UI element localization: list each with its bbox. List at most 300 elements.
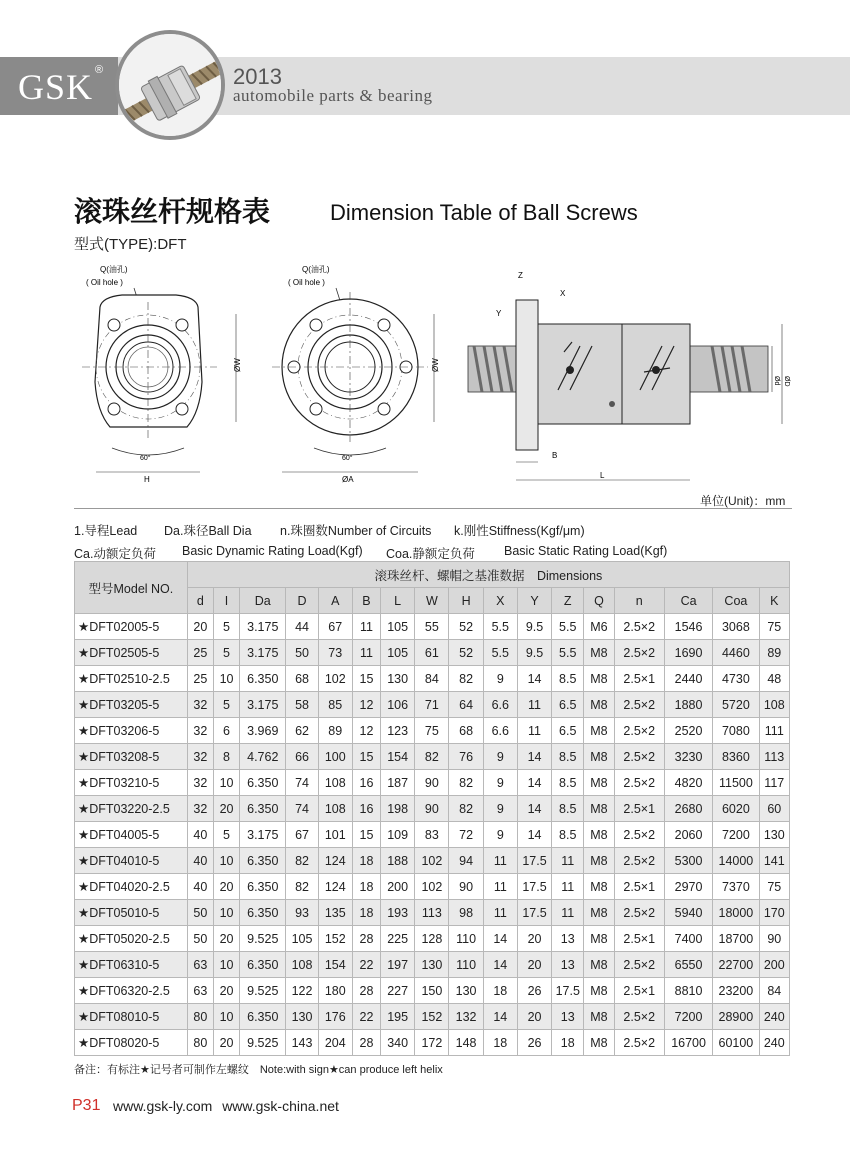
- table-cell: 5: [213, 614, 239, 640]
- table-cell: 89: [759, 640, 789, 666]
- table-cell: 5300: [664, 848, 712, 874]
- table-cell: 148: [449, 1030, 483, 1056]
- column-header: n: [614, 588, 664, 614]
- table-cell: 14: [517, 666, 551, 692]
- table-cell: 12: [352, 692, 380, 718]
- table-cell: 72: [449, 822, 483, 848]
- table-cell: 13: [552, 952, 584, 978]
- model-cell: ★DFT04010-5: [75, 848, 188, 874]
- table-cell: 197: [381, 952, 415, 978]
- table-cell: 6.350: [240, 874, 286, 900]
- table-cell: 172: [415, 1030, 449, 1056]
- drawing-canvas: [72, 262, 792, 492]
- table-cell: 154: [381, 744, 415, 770]
- table-cell: 11: [552, 874, 584, 900]
- brand-logo: GSK: [18, 67, 94, 107]
- table-row: [75, 614, 790, 640]
- table-cell: 28900: [713, 1004, 759, 1030]
- model-cell: ★DFT04005-5: [75, 822, 188, 848]
- table-cell: 28: [352, 1030, 380, 1056]
- dim-a-label: ØA: [342, 475, 354, 484]
- column-header: K: [759, 588, 789, 614]
- oil-hole-en-2: ( Oil hole ): [288, 278, 325, 287]
- table-cell: 130: [286, 1004, 318, 1030]
- table-cell: 200: [759, 952, 789, 978]
- page-title-en: Dimension Table of Ball Screws: [330, 200, 638, 225]
- table-cell: 2.5×1: [614, 926, 664, 952]
- table-cell: 130: [381, 666, 415, 692]
- table-cell: 11: [352, 640, 380, 666]
- table-cell: 3.175: [240, 640, 286, 666]
- table-cell: 63: [187, 978, 213, 1004]
- dim-h-label: H: [144, 475, 150, 484]
- table-cell: 40: [187, 874, 213, 900]
- table-cell: M8: [584, 692, 614, 718]
- table-cell: 84: [759, 978, 789, 1004]
- table-cell: 10: [213, 952, 239, 978]
- column-header: L: [381, 588, 415, 614]
- table-cell: 22: [352, 1004, 380, 1030]
- table-cell: 82: [286, 874, 318, 900]
- catalog-year: 2013: [233, 64, 282, 89]
- front-view-2: [272, 264, 440, 484]
- table-cell: 2.5×2: [614, 692, 664, 718]
- table-cell: 16: [352, 796, 380, 822]
- legend-stiffness: k.刚性Stiffness(Kgf/μm): [454, 524, 585, 538]
- table-cell: M8: [584, 666, 614, 692]
- table-cell: 204: [318, 1030, 352, 1056]
- table-cell: 108: [318, 796, 352, 822]
- table-cell: 108: [318, 770, 352, 796]
- table-cell: 14: [483, 926, 517, 952]
- oil-hole-label-1: Q(油孔): [100, 265, 128, 274]
- table-cell: 10: [213, 666, 239, 692]
- table-cell: 7080: [713, 718, 759, 744]
- table-cell: 94: [449, 848, 483, 874]
- oil-hole-label-2: Q(油孔): [302, 265, 330, 274]
- legend-row-1: [74, 521, 792, 537]
- table-cell: 18: [352, 900, 380, 926]
- model-cell: ★DFT08010-5: [75, 1004, 188, 1030]
- table-cell: 17.5: [517, 848, 551, 874]
- table-cell: 18: [352, 848, 380, 874]
- table-cell: 5: [213, 640, 239, 666]
- table-cell: 90: [759, 926, 789, 952]
- table-cell: 82: [449, 796, 483, 822]
- table-cell: 180: [318, 978, 352, 1004]
- angle-label-1: 60°: [140, 455, 151, 462]
- angle-label-2: 60°: [342, 455, 353, 462]
- model-cell: ★DFT02005-5: [75, 614, 188, 640]
- dim-l-label: L: [600, 471, 605, 480]
- table-cell: 2.5×1: [614, 666, 664, 692]
- table-cell: 225: [381, 926, 415, 952]
- table-cell: 2.5×2: [614, 770, 664, 796]
- table-cell: 124: [318, 848, 352, 874]
- page-title-cn: 滚珠丝杆规格表: [74, 195, 271, 228]
- table-cell: 82: [286, 848, 318, 874]
- table-row: [75, 978, 790, 1004]
- table-cell: 61: [415, 640, 449, 666]
- table-cell: 32: [187, 692, 213, 718]
- table-cell: M8: [584, 874, 614, 900]
- table-cell: 14: [517, 770, 551, 796]
- table-cell: 13: [552, 1004, 584, 1030]
- table-cell: 113: [759, 744, 789, 770]
- table-cell: M8: [584, 1004, 614, 1030]
- table-cell: 8.5: [552, 770, 584, 796]
- table-cell: 15: [352, 822, 380, 848]
- table-cell: 18: [352, 874, 380, 900]
- table-cell: 9: [483, 822, 517, 848]
- table-cell: 76: [449, 744, 483, 770]
- oil-hole-en-1: ( Oil hole ): [86, 278, 123, 287]
- table-cell: 3068: [713, 614, 759, 640]
- dimension-table: [74, 561, 790, 1056]
- table-cell: 130: [759, 822, 789, 848]
- table-cell: 6.350: [240, 848, 286, 874]
- table-cell: 101: [318, 822, 352, 848]
- table-cell: 60100: [713, 1030, 759, 1056]
- side-view: [468, 271, 790, 480]
- table-cell: 3.175: [240, 822, 286, 848]
- table-cell: 143: [286, 1030, 318, 1056]
- table-cell: 22700: [713, 952, 759, 978]
- table-cell: 3.175: [240, 692, 286, 718]
- table-cell: 10: [213, 1004, 239, 1030]
- table-cell: 6: [213, 718, 239, 744]
- table-cell: 2.5×2: [614, 614, 664, 640]
- table-cell: 110: [449, 952, 483, 978]
- table-cell: 67: [318, 614, 352, 640]
- table-cell: M8: [584, 822, 614, 848]
- table-cell: 71: [415, 692, 449, 718]
- table-cell: M8: [584, 640, 614, 666]
- table-cell: 2.5×1: [614, 796, 664, 822]
- table-cell: 2.5×2: [614, 1030, 664, 1056]
- model-cell: ★DFT02505-5: [75, 640, 188, 666]
- table-cell: 98: [449, 900, 483, 926]
- table-cell: 20: [213, 874, 239, 900]
- table-cell: 60: [759, 796, 789, 822]
- legend-dynamic-cn: Ca.动额定负荷: [74, 547, 156, 561]
- divider: [74, 508, 792, 509]
- technical-drawings: [72, 262, 792, 492]
- table-cell: 102: [318, 666, 352, 692]
- unit-label: 单位(Unit)：mm: [700, 494, 786, 508]
- table-cell: 117: [759, 770, 789, 796]
- table-cell: 93: [286, 900, 318, 926]
- table-cell: 152: [415, 1004, 449, 1030]
- table-cell: 4820: [664, 770, 712, 796]
- model-cell: ★DFT03220-2.5: [75, 796, 188, 822]
- table-cell: 18000: [713, 900, 759, 926]
- table-cell: 11500: [713, 770, 759, 796]
- table-cell: M8: [584, 952, 614, 978]
- table-cell: M8: [584, 718, 614, 744]
- table-cell: 240: [759, 1030, 789, 1056]
- table-cell: 128: [415, 926, 449, 952]
- table-cell: 9: [483, 744, 517, 770]
- table-cell: 74: [286, 796, 318, 822]
- table-cell: 14: [483, 1004, 517, 1030]
- table-cell: 2440: [664, 666, 712, 692]
- table-cell: 20: [213, 796, 239, 822]
- legend-static-cn: Coa.静额定负荷: [386, 547, 475, 561]
- table-cell: 8.5: [552, 822, 584, 848]
- table-cell: 2.5×2: [614, 744, 664, 770]
- table-cell: 22: [352, 952, 380, 978]
- table-cell: 6.350: [240, 770, 286, 796]
- website-links: www.gsk-ly.com www.gsk-china.net: [113, 1098, 339, 1114]
- model-cell: ★DFT06310-5: [75, 952, 188, 978]
- table-cell: 83: [415, 822, 449, 848]
- table-cell: 105: [381, 640, 415, 666]
- table-cell: 3230: [664, 744, 712, 770]
- table-cell: 17.5: [517, 900, 551, 926]
- table-cell: 105: [286, 926, 318, 952]
- table-cell: 6.6: [483, 718, 517, 744]
- table-cell: 4730: [713, 666, 759, 692]
- table-cell: 52: [449, 640, 483, 666]
- table-cell: 9.5: [517, 614, 551, 640]
- table-cell: 25: [187, 640, 213, 666]
- table-cell: 2.5×2: [614, 640, 664, 666]
- ball-screw-photo-icon: [119, 34, 225, 140]
- table-cell: 4.762: [240, 744, 286, 770]
- table-cell: 20: [517, 926, 551, 952]
- table-row: [75, 874, 790, 900]
- table-row: [75, 796, 790, 822]
- model-cell: ★DFT03210-5: [75, 770, 188, 796]
- table-row: [75, 900, 790, 926]
- table-cell: 6.5: [552, 692, 584, 718]
- table-cell: 2.5×2: [614, 952, 664, 978]
- table-cell: 193: [381, 900, 415, 926]
- table-cell: 23200: [713, 978, 759, 1004]
- footnote: 备注：有标注★记号者可制作左螺纹 Note:with sign★can produce left helix: [74, 1064, 443, 1076]
- table-cell: 1880: [664, 692, 712, 718]
- table-cell: 90: [415, 770, 449, 796]
- table-row: [75, 718, 790, 744]
- table-cell: 67: [286, 822, 318, 848]
- column-header: Q: [584, 588, 614, 614]
- table-cell: 20: [517, 952, 551, 978]
- table-cell: 63: [187, 952, 213, 978]
- table-cell: 124: [318, 874, 352, 900]
- table-cell: 8.5: [552, 796, 584, 822]
- table-cell: 18700: [713, 926, 759, 952]
- model-header: 型号Model NO.: [75, 562, 188, 614]
- table-cell: 85: [318, 692, 352, 718]
- table-cell: 10: [213, 900, 239, 926]
- table-cell: 80: [187, 1004, 213, 1030]
- registered-mark: ®: [95, 64, 104, 76]
- model-cell: ★DFT02510-2.5: [75, 666, 188, 692]
- table-cell: 40: [187, 848, 213, 874]
- model-cell: ★DFT05010-5: [75, 900, 188, 926]
- ball-screw-photo: [115, 30, 225, 140]
- column-header: W: [415, 588, 449, 614]
- dim-b-label: B: [552, 451, 558, 460]
- table-cell: 14: [517, 744, 551, 770]
- table-cell: 2.5×2: [614, 848, 664, 874]
- model-cell: ★DFT04020-2.5: [75, 874, 188, 900]
- table-cell: 198: [381, 796, 415, 822]
- table-cell: 5: [213, 692, 239, 718]
- table-cell: 5.5: [483, 640, 517, 666]
- table-row: [75, 822, 790, 848]
- table-cell: 8: [213, 744, 239, 770]
- table-cell: 75: [759, 614, 789, 640]
- table-header-row-1: [75, 562, 790, 588]
- table-cell: 4460: [713, 640, 759, 666]
- table-cell: 18: [483, 1030, 517, 1056]
- table-cell: 2680: [664, 796, 712, 822]
- table-cell: 7400: [664, 926, 712, 952]
- table-cell: 8.5: [552, 744, 584, 770]
- table-cell: 240: [759, 1004, 789, 1030]
- table-cell: 141: [759, 848, 789, 874]
- table-cell: 113: [415, 900, 449, 926]
- table-cell: 20: [213, 1030, 239, 1056]
- table-cell: 55: [415, 614, 449, 640]
- model-cell: ★DFT03208-5: [75, 744, 188, 770]
- table-cell: 5.5: [552, 614, 584, 640]
- table-cell: 6020: [713, 796, 759, 822]
- table-cell: 170: [759, 900, 789, 926]
- legend-static-en: Basic Static Rating Load(Kgf): [504, 544, 668, 558]
- table-cell: 13: [552, 926, 584, 952]
- table-cell: 75: [415, 718, 449, 744]
- table-cell: 11: [552, 848, 584, 874]
- table-cell: M8: [584, 1030, 614, 1056]
- dim-d-label: Ød: [773, 376, 780, 386]
- table-cell: 10: [213, 770, 239, 796]
- table-cell: 68: [286, 666, 318, 692]
- dimensions-header: 滚珠丝杆、螺帽之基准数据 Dimensions: [187, 562, 789, 588]
- table-body: [75, 614, 790, 1056]
- model-cell: ★DFT06320-2.5: [75, 978, 188, 1004]
- table-cell: 5: [213, 822, 239, 848]
- table-cell: M8: [584, 926, 614, 952]
- table-cell: 2520: [664, 718, 712, 744]
- model-cell: ★DFT03206-5: [75, 718, 188, 744]
- column-header: I: [213, 588, 239, 614]
- table-cell: 11: [483, 848, 517, 874]
- legend-ball-dia: Da.珠径Ball Dia: [164, 524, 252, 538]
- column-header: Da: [240, 588, 286, 614]
- column-header: D: [286, 588, 318, 614]
- table-row: [75, 1030, 790, 1056]
- table-cell: 11: [517, 718, 551, 744]
- table-cell: 28: [352, 926, 380, 952]
- table-cell: 15: [352, 744, 380, 770]
- legend-row-2: [74, 544, 792, 560]
- table-cell: 11: [517, 692, 551, 718]
- table-cell: 123: [381, 718, 415, 744]
- table-cell: 11: [352, 614, 380, 640]
- table-cell: 2060: [664, 822, 712, 848]
- table-cell: 132: [449, 1004, 483, 1030]
- table-cell: 130: [449, 978, 483, 1004]
- table-cell: 15: [352, 666, 380, 692]
- table-cell: 32: [187, 718, 213, 744]
- table-cell: 20: [213, 926, 239, 952]
- table-cell: 11: [483, 874, 517, 900]
- table-cell: 66: [286, 744, 318, 770]
- table-cell: M8: [584, 796, 614, 822]
- table-cell: 25: [187, 666, 213, 692]
- table-cell: 152: [318, 926, 352, 952]
- table-cell: 26: [517, 1030, 551, 1056]
- table-row: [75, 640, 790, 666]
- column-header: H: [449, 588, 483, 614]
- table-cell: 8360: [713, 744, 759, 770]
- table-cell: 6.350: [240, 1004, 286, 1030]
- table-cell: 11: [552, 900, 584, 926]
- table-cell: 32: [187, 796, 213, 822]
- table-cell: 50: [286, 640, 318, 666]
- table-cell: 105: [381, 614, 415, 640]
- table-cell: 82: [449, 666, 483, 692]
- table-cell: 32: [187, 744, 213, 770]
- table-cell: 3.969: [240, 718, 286, 744]
- table-cell: 3.175: [240, 614, 286, 640]
- table-cell: 130: [415, 952, 449, 978]
- table-cell: 106: [381, 692, 415, 718]
- table-row: [75, 926, 790, 952]
- table-cell: 7200: [713, 822, 759, 848]
- table-cell: 9: [483, 666, 517, 692]
- table-cell: 9: [483, 770, 517, 796]
- table-cell: 52: [449, 614, 483, 640]
- table-cell: 7200: [664, 1004, 712, 1030]
- table-cell: 200: [381, 874, 415, 900]
- table-cell: 2.5×1: [614, 978, 664, 1004]
- column-header: X: [483, 588, 517, 614]
- table-cell: 20: [517, 1004, 551, 1030]
- table-cell: 176: [318, 1004, 352, 1030]
- dim-w-label-2: ØW: [431, 358, 440, 372]
- table-cell: 6.6: [483, 692, 517, 718]
- legend-lead: 1.导程Lead: [74, 524, 138, 538]
- table-cell: 17.5: [552, 978, 584, 1004]
- table-cell: 82: [449, 770, 483, 796]
- column-header: B: [352, 588, 380, 614]
- table-cell: 17.5: [517, 874, 551, 900]
- column-header: d: [187, 588, 213, 614]
- table-cell: 5940: [664, 900, 712, 926]
- table-cell: 48: [759, 666, 789, 692]
- table-cell: 1690: [664, 640, 712, 666]
- table-cell: 9.525: [240, 978, 286, 1004]
- table-cell: 102: [415, 874, 449, 900]
- table-cell: 2.5×2: [614, 718, 664, 744]
- table-cell: 2.5×2: [614, 822, 664, 848]
- table-cell: 9.5: [517, 640, 551, 666]
- table-cell: 187: [381, 770, 415, 796]
- table-cell: 18: [483, 978, 517, 1004]
- table-cell: 188: [381, 848, 415, 874]
- table-cell: 75: [759, 874, 789, 900]
- table-cell: 84: [415, 666, 449, 692]
- table-cell: 8.5: [552, 666, 584, 692]
- catalog-tagline: automobile parts & bearing: [233, 86, 433, 105]
- table-cell: 80: [187, 1030, 213, 1056]
- table-cell: 90: [449, 874, 483, 900]
- table-cell: 2970: [664, 874, 712, 900]
